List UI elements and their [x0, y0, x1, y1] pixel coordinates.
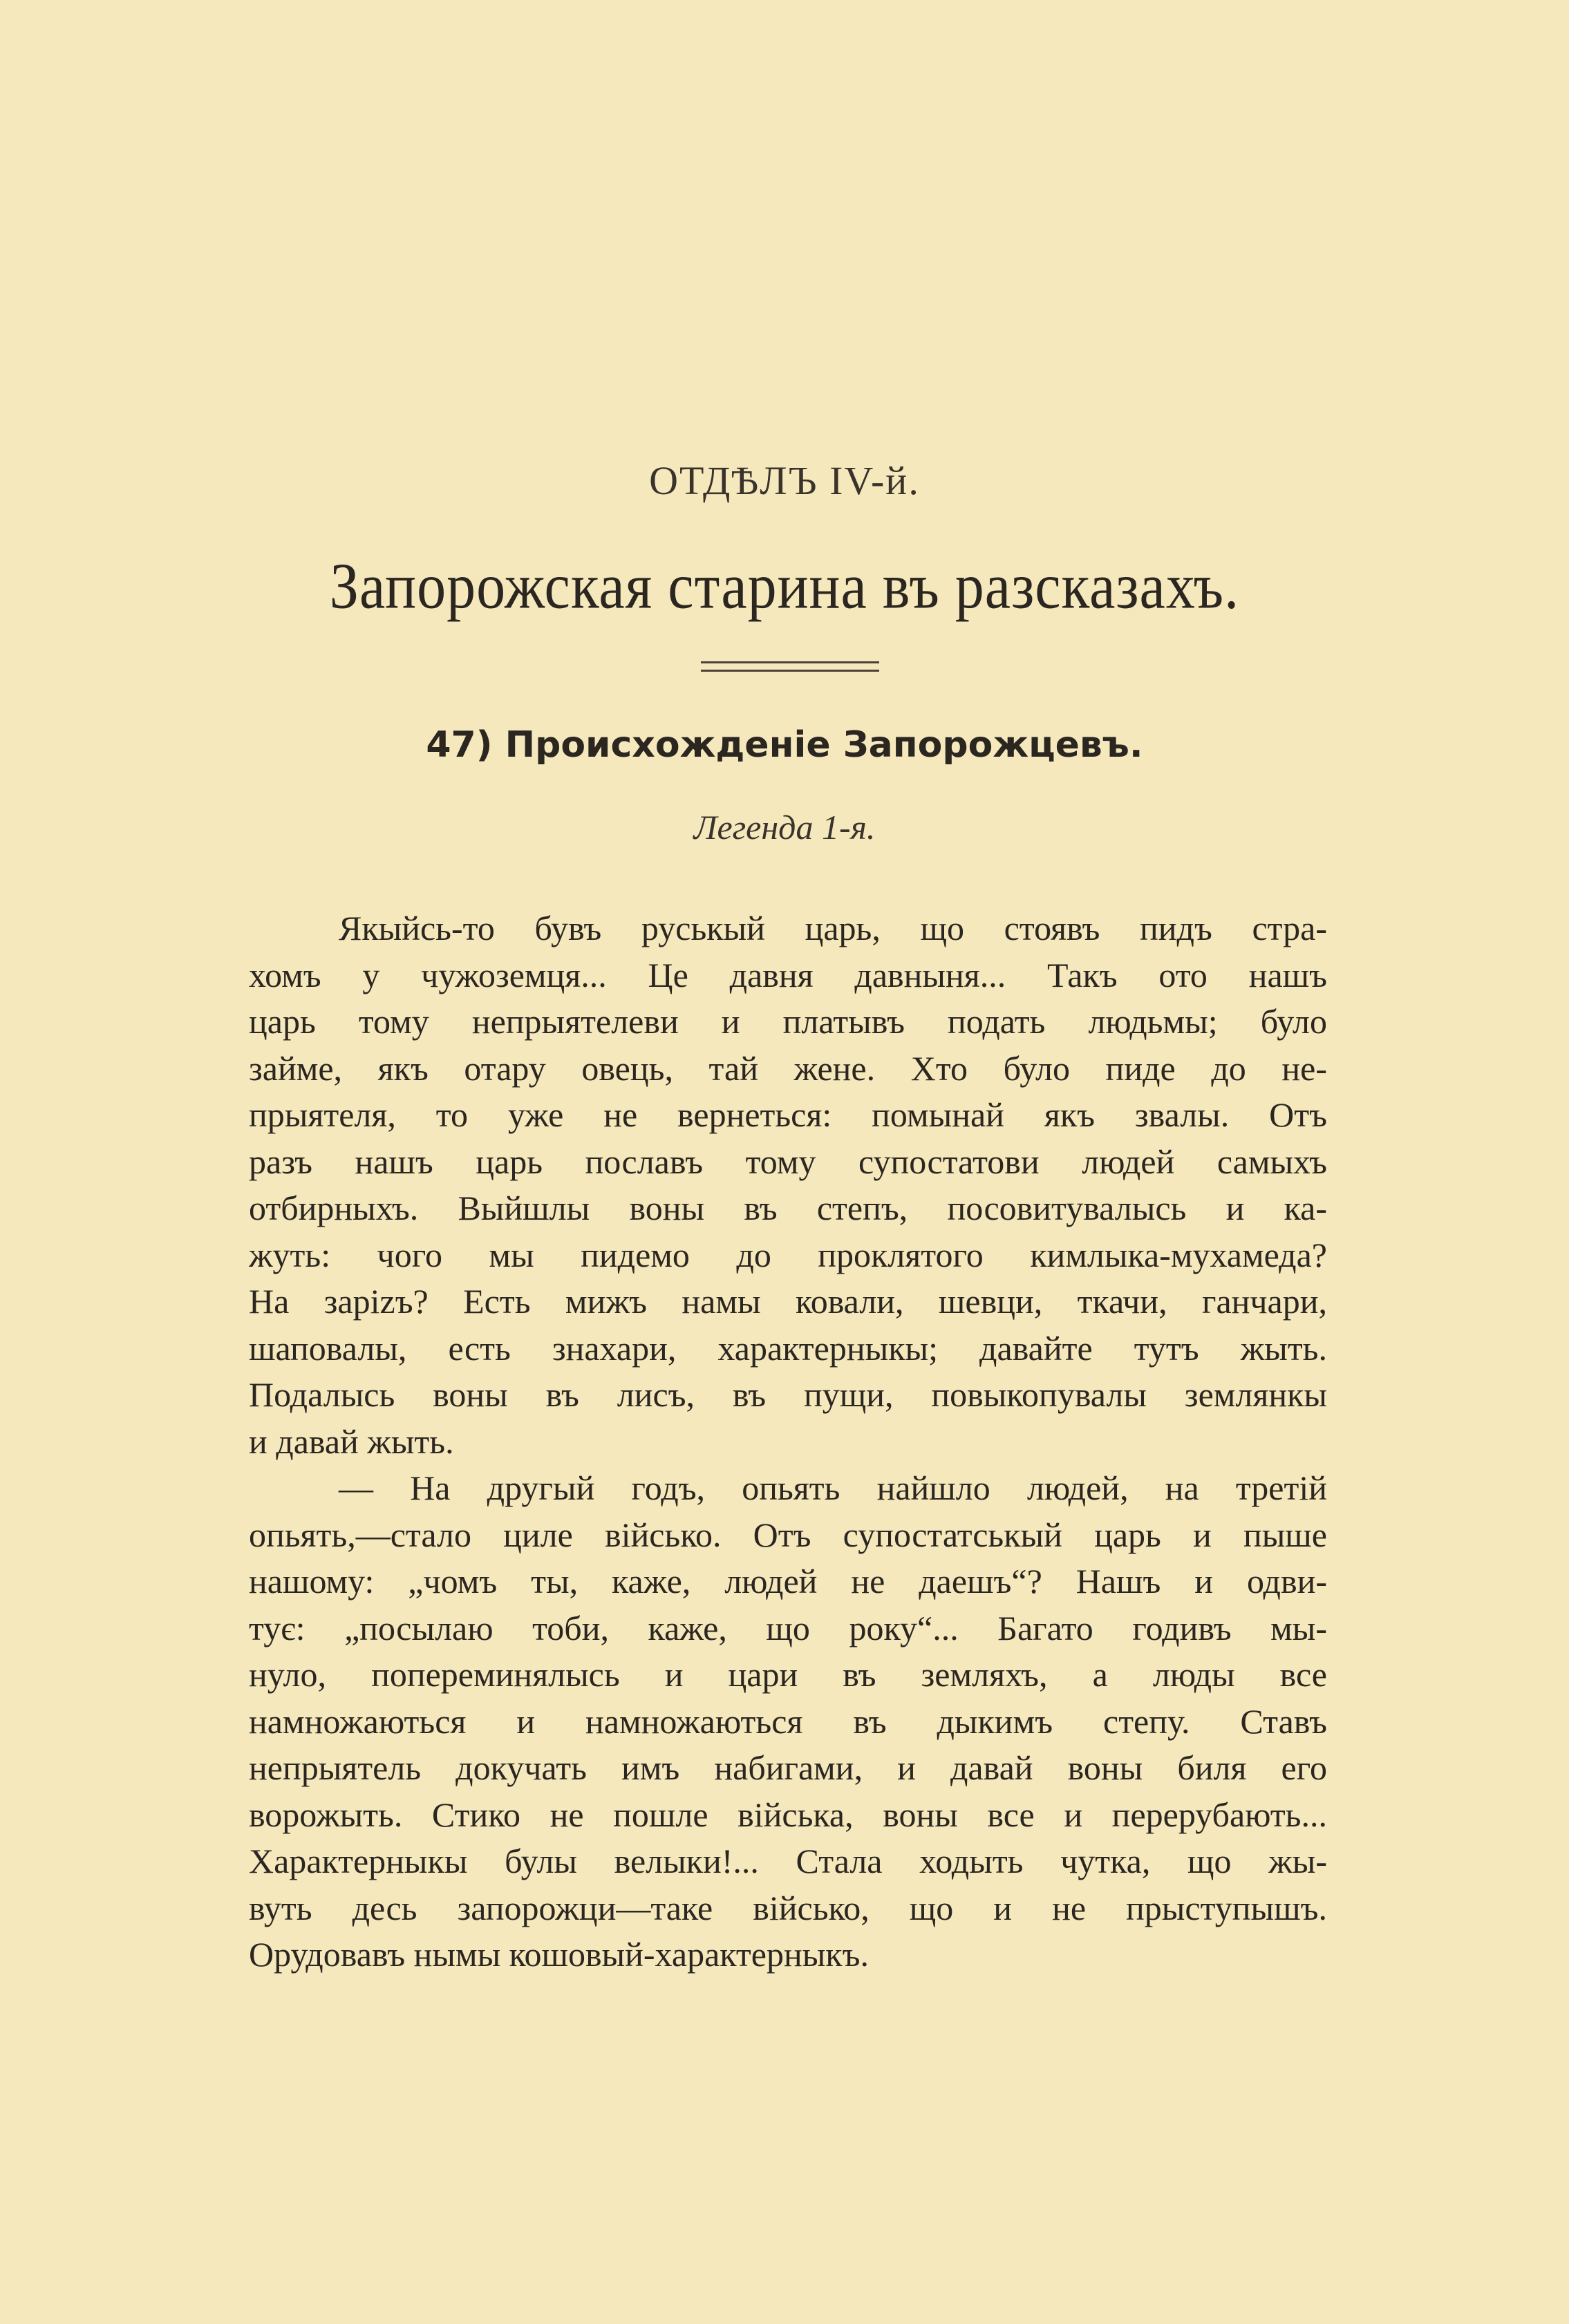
title-divider-lower [701, 670, 879, 672]
text-line: шаповалы, есть знахари, характерныкы; давайте тутъ жыть. [249, 1328, 1327, 1368]
text-line: ворожыть. Стико не пошле війська, воны все и перерубають... [249, 1795, 1327, 1834]
text-line: Якыйсь-то бувъ руськый царь, що стоявъ пидъ стра- [339, 909, 1327, 947]
text-line: займе, якъ отару овець, тай жене. Хто було пиде до не- [249, 1048, 1327, 1088]
title-divider-upper [701, 661, 879, 663]
text-line: вуть десь запорожци—таке військо, що и не прыступышъ. [249, 1888, 1327, 1927]
legend-subtitle: Легенда 1-я. [693, 808, 876, 847]
text-line: На зарizъ? Есть мижъ намы ковали, шевци, ткачи, ганчари, [249, 1282, 1327, 1321]
text-line: хомъ у чужоземця... Це давня давныня... Такъ ото нашъ [249, 955, 1327, 994]
text-line: отбирныхъ. Выйшлы воны въ степъ, посовитувалысь и ка- [249, 1189, 1327, 1227]
chapter-title: 47) Происхожденіе Запорожцевъ. [426, 724, 1143, 766]
text-line: Подалысь воны въ лисъ, въ пущи, повыкопувалы землянкы [249, 1375, 1327, 1414]
text-line: опьять,—стало циле військо. Отъ супостатськый царь и пыше [249, 1515, 1327, 1554]
text-line: намножаються и намножаються въ дыкимъ степу. Ставъ [249, 1701, 1327, 1741]
text-line: прыятеля, то уже не вернеться: помынай якъ звалы. Отъ [249, 1095, 1327, 1134]
text-line: нашому: „чомъ ты, каже, людей не даешъ“? Нашъ и одви- [249, 1562, 1327, 1600]
text-line: и давай жыть. [249, 1421, 454, 1461]
text-line: жуть: чого мы пидемо до проклятого кимлыка-мухамеда? [249, 1235, 1327, 1274]
text-line: непрыятель докучать имъ набигами, и давай воны биля его [249, 1748, 1327, 1787]
body-text [249, 905, 1327, 1978]
text-line: разъ нашъ царь пославъ тому супостатови людей самыхъ [249, 1142, 1327, 1181]
text-line: Характерныкы булы велыки!... Стала ходыть чутка, що жы- [249, 1842, 1327, 1880]
text-line: нуло, попереминялысь и цари въ земляхъ, а люды все [249, 1655, 1327, 1694]
text-line: — На другый годъ, опьять найшло людей, на третій [339, 1468, 1327, 1507]
section-label: ОТДѢЛЪ IV-й. [649, 458, 920, 503]
text-line: тує: „посылаю тоби, каже, що року“... Багато годивъ мы- [249, 1608, 1327, 1647]
text-line: Орудовавъ нымы кошовый-характерныкъ. [249, 1935, 869, 1974]
section-title: Запорожская старина въ разсказахъ. [329, 550, 1240, 623]
text-line: царь тому непрыятелеви и платывъ подать людьмы; було [249, 1002, 1327, 1041]
